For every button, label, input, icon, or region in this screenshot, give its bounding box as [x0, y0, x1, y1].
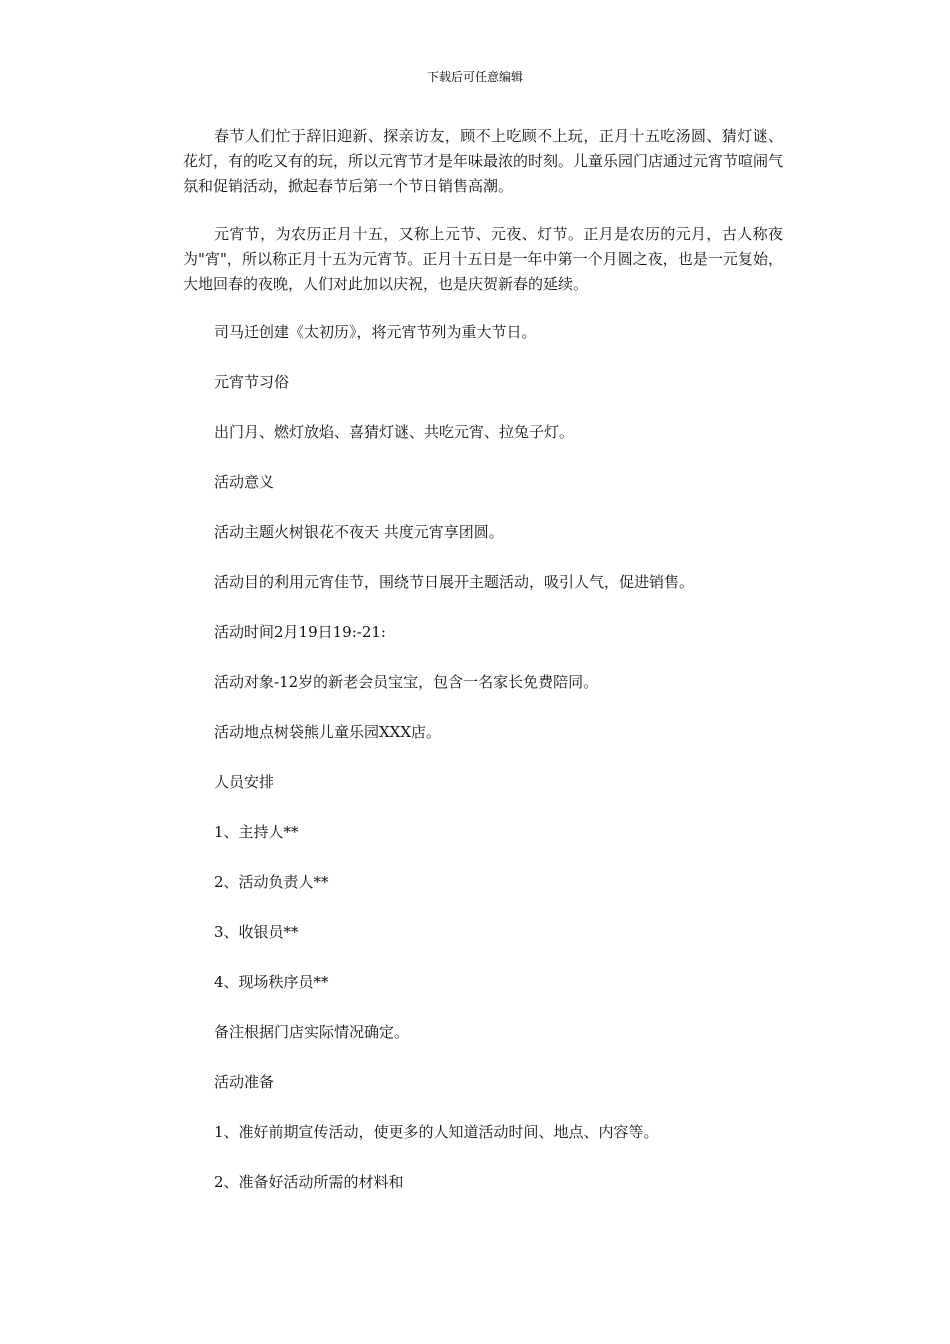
activity-target-line: 活动对象-12岁的新老会员宝宝，包含一名家长免费陪同。 [214, 673, 599, 691]
activity-theme-line: 活动主题火树银花不夜天 共度元宵享团圆。 [214, 523, 504, 541]
history-line: 司马迁创建《太初历》，将元宵节列为重大节日。 [214, 323, 537, 341]
staff-item: 1、主持人** [214, 823, 299, 841]
preparation-item: 1、准好前期宣传活动，使更多的人知道活动时间、地点、内容等。 [214, 1123, 659, 1141]
activity-location-line: 活动地点树袋熊儿童乐园XXX店。 [214, 723, 442, 741]
activity-purpose-line: 活动目的利用元宵佳节，围绕节日展开主题活动，吸引人气，促进销售。 [214, 573, 695, 591]
activity-meaning-heading: 活动意义 [214, 473, 275, 491]
lantern-festival-paragraph: 元宵节，为农历正月十五，又称上元节、元夜、灯节。正月是农历的元月，古人称夜为"宵"，所以称正月十五为元宵节。正月十五日是一年中第一个月圆之夜，也是一元复始，大地回春的夜晚，人们对此加以庆祝，也是庆贺新春的延续。 [183, 225, 783, 293]
customs-heading: 元宵节习俗 [214, 373, 290, 391]
intro-paragraph: 春节人们忙于辞旧迎新、探亲访友，顾不上吃顾不上玩，正月十五吃汤圆、猜灯谜、花灯，有的吃又有的玩，所以元宵节才是年味最浓的时刻。儿童乐园门店通过元宵节喧闹气氛和促销活动，掀起春节后第一个节日销售高潮。 [183, 127, 784, 195]
activity-time-line: 活动时间2月19日19:-21: [214, 623, 386, 641]
staff-item: 4、现场秩序员** [214, 973, 329, 991]
staffing-heading: 人员安排 [214, 773, 275, 791]
preparation-heading: 活动准备 [214, 1073, 275, 1091]
customs-line: 出门月、燃灯放焰、喜猜灯谜、共吃元宵、拉兔子灯。 [214, 423, 575, 441]
document-body [183, 124, 783, 1220]
note-line: 备注根据门店实际情况确定。 [214, 1023, 410, 1041]
page-header: 下载后可任意编辑 [426, 70, 523, 84]
preparation-item: 2、准备好活动所需的材料和 [214, 1173, 404, 1191]
staff-item: 3、收银员** [214, 923, 299, 941]
staff-item: 2、活动负责人** [214, 873, 329, 891]
